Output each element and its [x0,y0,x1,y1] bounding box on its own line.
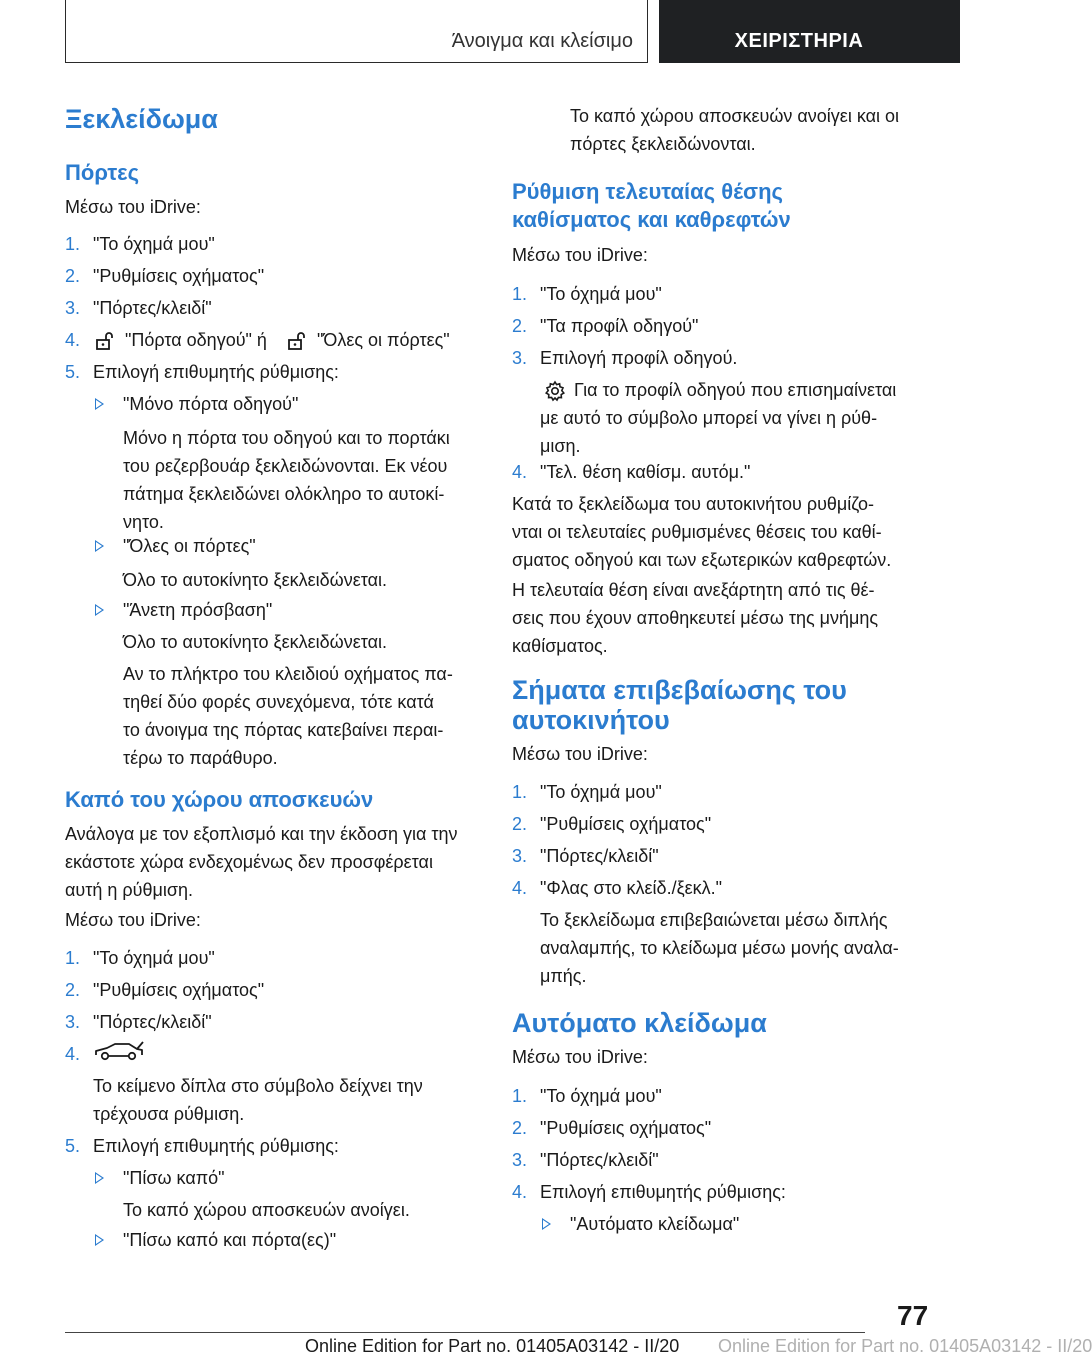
step-number: 1. [65,948,81,968]
step-number: 4. [512,878,528,898]
step-number: 4. [65,330,81,350]
option-description: Όλο το αυτοκίνητο ξεκλειδώνεται. [123,570,388,590]
option-note: Αν το πλήκτρο του κλειδιού οχήματος πα- [123,664,453,684]
option-note: το άνοιγμα της πόρτας κατεβαίνει περαι- [123,720,444,740]
seat-paragraph: σματος οδηγού και των εξωτερικών καθρεφτών. [512,550,892,570]
step-number: 2. [512,1118,528,1138]
heading-confirmation-signals: Σήματα επιβεβαίωσης του [512,675,847,705]
step-number: 1. [512,782,528,802]
seat-note: Για το προφίλ οδηγού που επισημαίνεται [574,380,897,400]
step-text: Επιλογή προφίλ οδηγού. [540,348,738,368]
option-description: Μόνο η πόρτα του οδηγού και το πορτάκι [123,428,450,448]
unlocked-padlock-icon [287,332,307,350]
option-description: Το καπό χώρου αποσκευών ανοίγει. [123,1200,410,1220]
via-idrive-text: Μέσω του iDrive: [65,910,201,930]
step-text: Επιλογή επιθυμητής ρύθμισης: [93,1136,339,1156]
step-text: "Φλας στο κλείδ./ξεκλ." [540,878,723,898]
step-text: "Τα προφίλ οδηγού" [540,316,699,336]
confirm-description: Το ξεκλείδωμα επιβεβαιώνεται μέσω διπλής [540,910,888,930]
step-number: 2. [65,980,81,1000]
step-text: "Το όχημά μου" [93,948,215,968]
heading-auto-lock: Αυτόματο κλείδωμα [512,1008,767,1038]
bullet-triangle-icon [95,540,104,552]
step-text: "Το όχημά μου" [540,1086,662,1106]
via-idrive-text: Μέσω του iDrive: [512,744,648,764]
step-number: 3. [512,1150,528,1170]
step-number: 1. [65,234,81,254]
step-text: "Πόρτες/κλειδί" [540,1150,659,1170]
step-number: 4. [512,462,528,482]
step-number: 5. [65,362,81,382]
step-text: "Το όχημά μου" [93,234,215,254]
gear-icon [544,380,566,402]
continued-text: πόρτες ξεκλειδώνονται. [570,134,756,154]
option-label: "Άνετη πρόσβαση" [123,600,273,620]
heading-seat-position: Ρύθμιση τελευταίας θέσης [512,179,783,204]
step-text: Επιλογή επιθυμητής ρύθμισης: [540,1182,786,1202]
seat-paragraph: σεις που έχουν αποθηκευτεί μέσω της μνήμης [512,608,879,628]
option-description: Όλο το αυτοκίνητο ξεκλειδώνεται. [123,632,388,652]
confirm-description: μπής. [540,966,587,986]
step-text: "Πόρτα οδηγού" ή [125,330,267,350]
unlocked-padlock-icon [95,332,115,350]
bullet-triangle-icon [95,1234,104,1246]
option-description: νητο. [123,512,164,532]
page-header [0,0,960,66]
step-text: "Ρυθμίσεις οχήματος" [93,980,265,1000]
seat-paragraph: νται οι τελευταίες ρυθμισμένες θέσεις του καθί- [512,522,882,542]
page-number: 77 [897,1300,929,1331]
trunk-intro: Ανάλογα με τον εξοπλισμό και την έκδοση για την [65,824,458,844]
continued-text: Το καπό χώρου αποσκευών ανοίγει και οι [570,106,900,126]
header-section-box [65,0,648,63]
trunk-intro: αυτή η ρύθμιση. [65,880,193,900]
option-label: "Πίσω καπό" [123,1168,225,1188]
step-number: 5. [65,1136,81,1156]
heading-trunk: Καπό του χώρου αποσκευών [65,787,374,812]
bullet-triangle-icon [95,604,104,616]
heading-doors: Πόρτες [65,160,140,185]
step-number: 2. [512,814,528,834]
header-chapter-title: ΧΕΙΡΙΣΤΗΡΙΑ [734,30,864,52]
step-text: "Πόρτες/κλειδί" [540,846,659,866]
step-number: 1. [512,1086,528,1106]
step-text: "Τελ. θέση καθίσμ. αυτόμ." [540,462,751,482]
heading-confirmation-signals: αυτοκινήτου [512,705,670,735]
option-note: τέρω το παράθυρο. [123,748,278,768]
step-text: "Πόρτες/κλειδί" [93,298,212,318]
seat-note: μιση. [540,436,581,456]
step-number: 4. [512,1182,528,1202]
option-label: "Μόνο πόρτα οδηγού" [123,394,299,414]
option-note: τηθεί δύο φορές συνεχόμενα, τότε κατά [123,692,434,712]
bullet-triangle-icon [95,398,104,410]
step-number: 3. [65,298,81,318]
option-label: "Αυτόματο κλείδωμα" [570,1214,740,1234]
step-number: 2. [65,266,81,286]
heading-unlock: Ξεκλείδωμα [65,104,218,134]
bullet-triangle-icon [95,1172,104,1184]
step-text: "Ρυθμίσεις οχήματος" [540,814,712,834]
via-idrive-text: Μέσω του iDrive: [512,245,648,265]
step-text: "Ρυθμίσεις οχήματος" [540,1118,712,1138]
car-trunk-icon [93,1040,145,1062]
step-number: 2. [512,316,528,336]
step-number: 1. [512,284,528,304]
footer-divider [65,1332,865,1333]
step-number: 3. [512,348,528,368]
heading-seat-position: καθίσματος και καθρεφτών [512,207,791,232]
seat-paragraph: Κατά το ξεκλείδωμα του αυτοκινήτου ρυθμίζο- [512,494,875,514]
seat-paragraph: Η τελευταία θέση είναι ανεξάρτητη από τις θέ- [512,580,875,600]
option-label: "Όλες οι πόρτες" [123,536,256,556]
trunk-intro: εκάστοτε χώρα ενδεχομένως δεν προσφέρεται [65,852,433,872]
step-text: "Ρυθμίσεις οχήματος" [93,266,265,286]
step-number: 3. [512,846,528,866]
icon-description: Το κείμενο δίπλα στο σύμβολο δείχνει την [93,1076,423,1096]
via-idrive-text: Μέσω του iDrive: [65,197,201,217]
step-text: "Πόρτες/κλειδί" [93,1012,212,1032]
step-number: 3. [65,1012,81,1032]
bullet-triangle-icon [542,1218,551,1230]
step-text: "Το όχημά μου" [540,284,662,304]
header-chapter-tab [659,0,960,63]
option-description: πάτημα ξεκλειδώνει ολόκληρο το αυτοκί- [123,484,445,504]
confirm-description: αναλαμπής, το κλείδωμα μέσω μονής αναλα- [540,938,899,958]
seat-paragraph: καθίσματος. [512,636,608,656]
option-label: "Πίσω καπό και πόρτα(ες)" [123,1230,337,1250]
footer-watermark: Online Edition for Part no. 01405A03142 - II/20 [718,1336,1092,1356]
via-idrive-text: Μέσω του iDrive: [512,1047,648,1067]
step-text: "Όλες οι πόρτες" [317,330,450,350]
step-text: Επιλογή επιθυμητής ρύθμισης: [93,362,339,382]
seat-note: με αυτό το σύμβολο μπορεί να γίνει η ρύθ- [540,408,878,428]
option-description: του ρεζερβουάρ ξεκλειδώνονται. Εκ νέου [123,456,448,476]
step-text: "Το όχημά μου" [540,782,662,802]
step-number: 4. [65,1044,81,1064]
icon-description: τρέχουσα ρύθμιση. [93,1104,245,1124]
footer-edition: Online Edition for Part no. 01405A03142 - II/20 [305,1336,680,1356]
header-section-title: Άνοιγμα και κλείσιμο [451,30,633,52]
